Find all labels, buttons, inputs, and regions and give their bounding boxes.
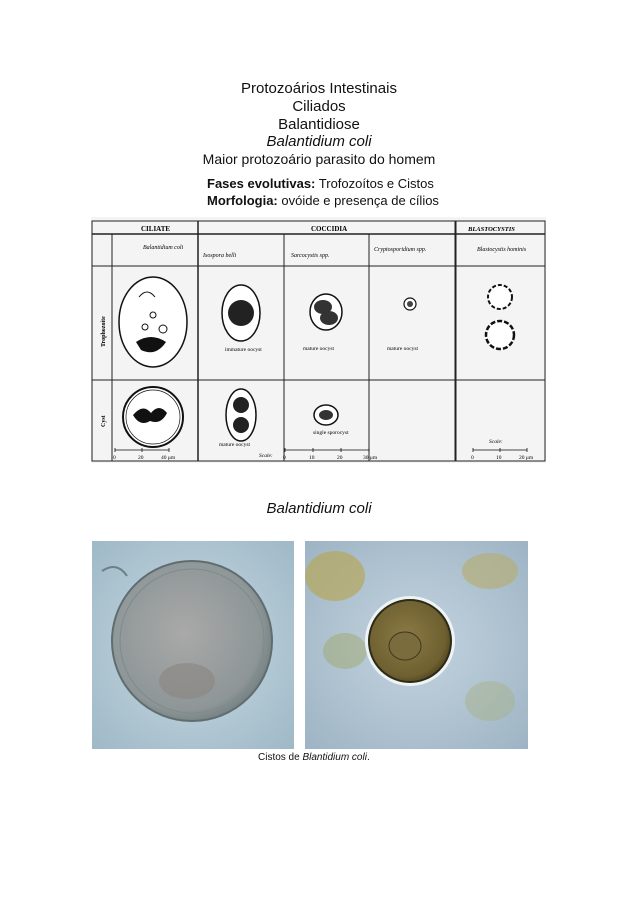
row-cyst: Cyst: [101, 415, 107, 427]
scale1-tick-1: 20: [138, 455, 144, 461]
label-single-sporocyst: single sporocyst: [313, 430, 349, 436]
title-line-1: Protozoários Intestinais: [241, 80, 397, 97]
label-mature-oocyst-3: mature oocyst: [387, 346, 419, 352]
header-blastocystis: BLASTOCYSTIS: [468, 226, 515, 233]
blastocystis-drawing-2: [486, 321, 514, 349]
caption-suffix: .: [366, 752, 370, 763]
header-coccidia: COCCIDIA: [311, 225, 348, 233]
species-isospora: Isospora belli: [203, 253, 237, 259]
scale2-tick-2: 20: [337, 455, 343, 461]
scale3-tick-2: 20 μm: [519, 455, 534, 461]
cryptosporidium-drawing: [404, 298, 416, 310]
section-title: Balantidium coli: [266, 500, 372, 517]
scale1-tick-0: 0: [113, 455, 116, 461]
scale2-tick-0: 0: [283, 455, 286, 461]
scale3-tick-0: 0: [471, 455, 474, 461]
phases-label: Fases evolutivas:: [207, 176, 316, 191]
species-sarcocystis: Sarcocystis spp.: [291, 253, 330, 259]
isospora-mature-drawing: [226, 389, 256, 441]
sarcocystis-sporocyst-drawing: [314, 405, 338, 425]
balantidium-cyst-drawing: [123, 387, 183, 447]
subtitle: Maior protozoário parasito do homem: [202, 151, 436, 167]
label-mature-oocyst-1: mature oocyst: [219, 442, 251, 448]
species-blastocystis: Blastocystis hominis: [477, 247, 527, 253]
morphology-value: ovóide e presença de cílios: [281, 193, 439, 208]
isospora-immature-drawing: [222, 285, 260, 341]
caption-species: Blantidium coli: [302, 752, 367, 763]
scale2-tick-3: 30 μm: [363, 455, 378, 461]
phases-line: [207, 175, 434, 192]
label-immature-oocyst: immature oocyst: [225, 347, 262, 353]
cyst-micrograph-left: [92, 541, 294, 749]
species-cryptosporidium: Cryptosporidium spp.: [374, 247, 427, 253]
caption-prefix: Cistos de: [258, 752, 303, 763]
blastocystis-drawing-1: [488, 285, 512, 309]
balantidium-trophozoite-drawing: [119, 277, 187, 367]
title-line-2: Ciliados: [292, 98, 346, 115]
comparison-figure: [91, 217, 546, 463]
morphology-line: [207, 192, 439, 209]
photo-caption: [258, 752, 370, 763]
label-mature-oocyst-2: mature oocyst: [303, 346, 335, 352]
phases-value: Trofozoítos e Cistos: [318, 176, 434, 191]
species-title: Balantidium coli: [266, 133, 372, 150]
scale3-tick-1: 10: [496, 455, 502, 461]
species-balantidium: Balantidium coli: [143, 245, 184, 251]
scale-label-2: Scale:: [489, 439, 503, 445]
scale-label-1: Scale:: [259, 453, 273, 459]
header-ciliate: CILIATE: [141, 225, 171, 233]
morphology-label: Morfologia:: [207, 193, 278, 208]
title-line-3: Balantidiose: [278, 116, 360, 133]
scale2-tick-1: 10: [309, 455, 315, 461]
row-trophozoite: Trophozoite: [101, 316, 107, 347]
cyst-micrograph-right: [305, 541, 528, 749]
sarcocystis-mature-drawing: [310, 294, 342, 330]
scale1-tick-2: 40 μm: [161, 455, 176, 461]
